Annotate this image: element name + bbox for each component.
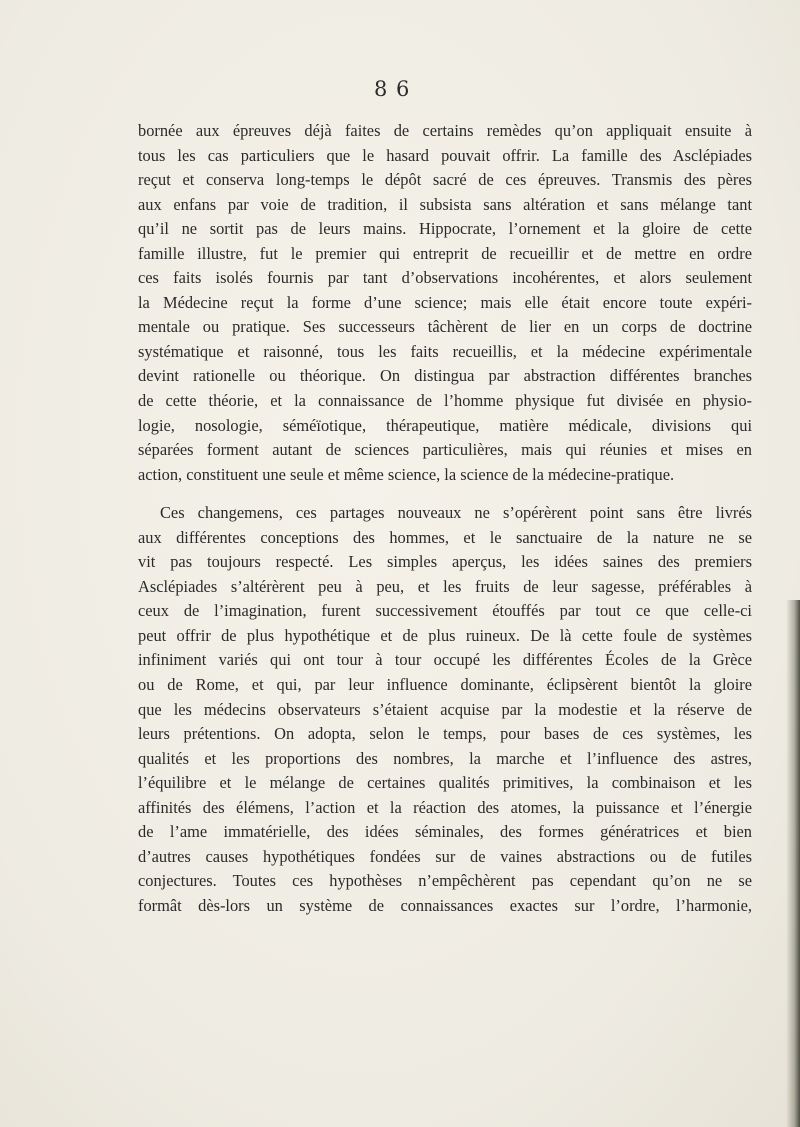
text-line: la Médecine reçut la forme d’une science; mais elle était encore toute expéri- [138, 292, 752, 312]
text-line: leurs prétentions. On adopta, selon le temps, pour bases de ces systèmes, les [138, 724, 752, 744]
text-line: qualités et les proportions des nombres, la marche et l’influence des astres, [138, 748, 752, 768]
text-line: d’autres causes hypothétiques fondées sur de vaines abstractions ou de futiles [138, 846, 752, 866]
text-line: reçut et conserva long-temps le dépôt sacré de ces épreuves. Transmis des pères [138, 170, 752, 190]
text-line: devint rationelle ou théorique. On distingua par abstraction différentes branches [138, 366, 752, 386]
text-line: aux différentes conceptions des hommes, et le sanctuaire de la nature ne se [138, 527, 752, 547]
text-line: Asclépiades s’altérèrent peu à peu, et les fruits de leur sagesse, préférables à [138, 576, 752, 596]
text-line: affinités des élémens, l’action et la réaction des atomes, la puissance et l’énergie [138, 797, 752, 817]
text-line: famille illustre, fut le premier qui entreprit de recueillir et de mettre en ordre [138, 243, 752, 263]
text-line: vit pas toujours respecté. Les simples aperçus, les idées saines des premiers [138, 552, 752, 572]
text-line: qu’il ne sortit pas de leurs mains. Hippocrate, l’ornement et la gloire de cette [138, 219, 752, 239]
text-line: de l’ame immatérielle, des idées séminales, des formes génératrices et bien [138, 822, 752, 842]
text-line: tous les cas particuliers que le hasard pouvait offrir. La famille des Asclépiades [138, 145, 752, 165]
text-line: aux enfans par voie de tradition, il subsista sans altération et sans mélange tant [138, 194, 752, 214]
text-line: ou de Rome, et qui, par leur influence dominante, éclipsèrent bientôt la gloire [138, 675, 752, 695]
text-line: de cette théorie, et la connaissance de l’homme physique fut divisée en physio- [138, 391, 752, 411]
text-line: mentale ou pratique. Ses successeurs tâchèrent de lier en un corps de doctrine [138, 317, 752, 337]
text-line: conjectures. Toutes ces hypothèses n’empêchèrent pas cependant qu’on ne se [138, 871, 752, 891]
paragraph-2 [138, 501, 752, 918]
text-line: formât dès-lors un système de connaissances exactes sur l’ordre, l’harmonie, [138, 895, 752, 915]
text-line: infiniment variés qui ont tour à tour occupé les différentes Écoles de la Grèce [138, 650, 752, 670]
text-line: que les médecins observateurs s’étaient acquise par la modestie et la réserve de [138, 699, 752, 719]
text-line: bornée aux épreuves déjà faites de certains remèdes qu’on appliquait ensuite à [138, 121, 752, 140]
text-line: action, constituent une seule et même science, la science de la médecine-pratique. [138, 464, 675, 484]
paragraph-gap [138, 487, 752, 501]
text-line: peut offrir de plus hypothétique et de plus ruineux. De là cette foule de systèmes [138, 625, 752, 645]
text-line: logie, nosologie, séméïotique, thérapeutique, matière médicale, divisions qui [138, 415, 752, 435]
text-line: systématique et raisonné, tous les faits recueillis, et la médecine expérimentale [138, 341, 752, 361]
text-line: séparées forment autant de sciences particulières, mais qui réunies et mises en [138, 440, 752, 460]
text-line: ceux de l’imagination, furent successivement étouffés par tout ce que celle-ci [138, 601, 752, 621]
text-line: l’équilibre et le mélange de certaines qualités primitives, la combinaison et les [138, 773, 752, 793]
paragraph-1 [138, 119, 752, 487]
page-edge-shadow [786, 600, 800, 1127]
page-number: 8 6 [374, 77, 411, 101]
body-text [138, 119, 752, 919]
text-line: Ces changemens, ces partages nouveaux ne s’opérèrent point sans être livrés [160, 503, 752, 523]
text-line: ces faits isolés fournis par tant d’observations incohérentes, et alors seulement [138, 268, 752, 288]
